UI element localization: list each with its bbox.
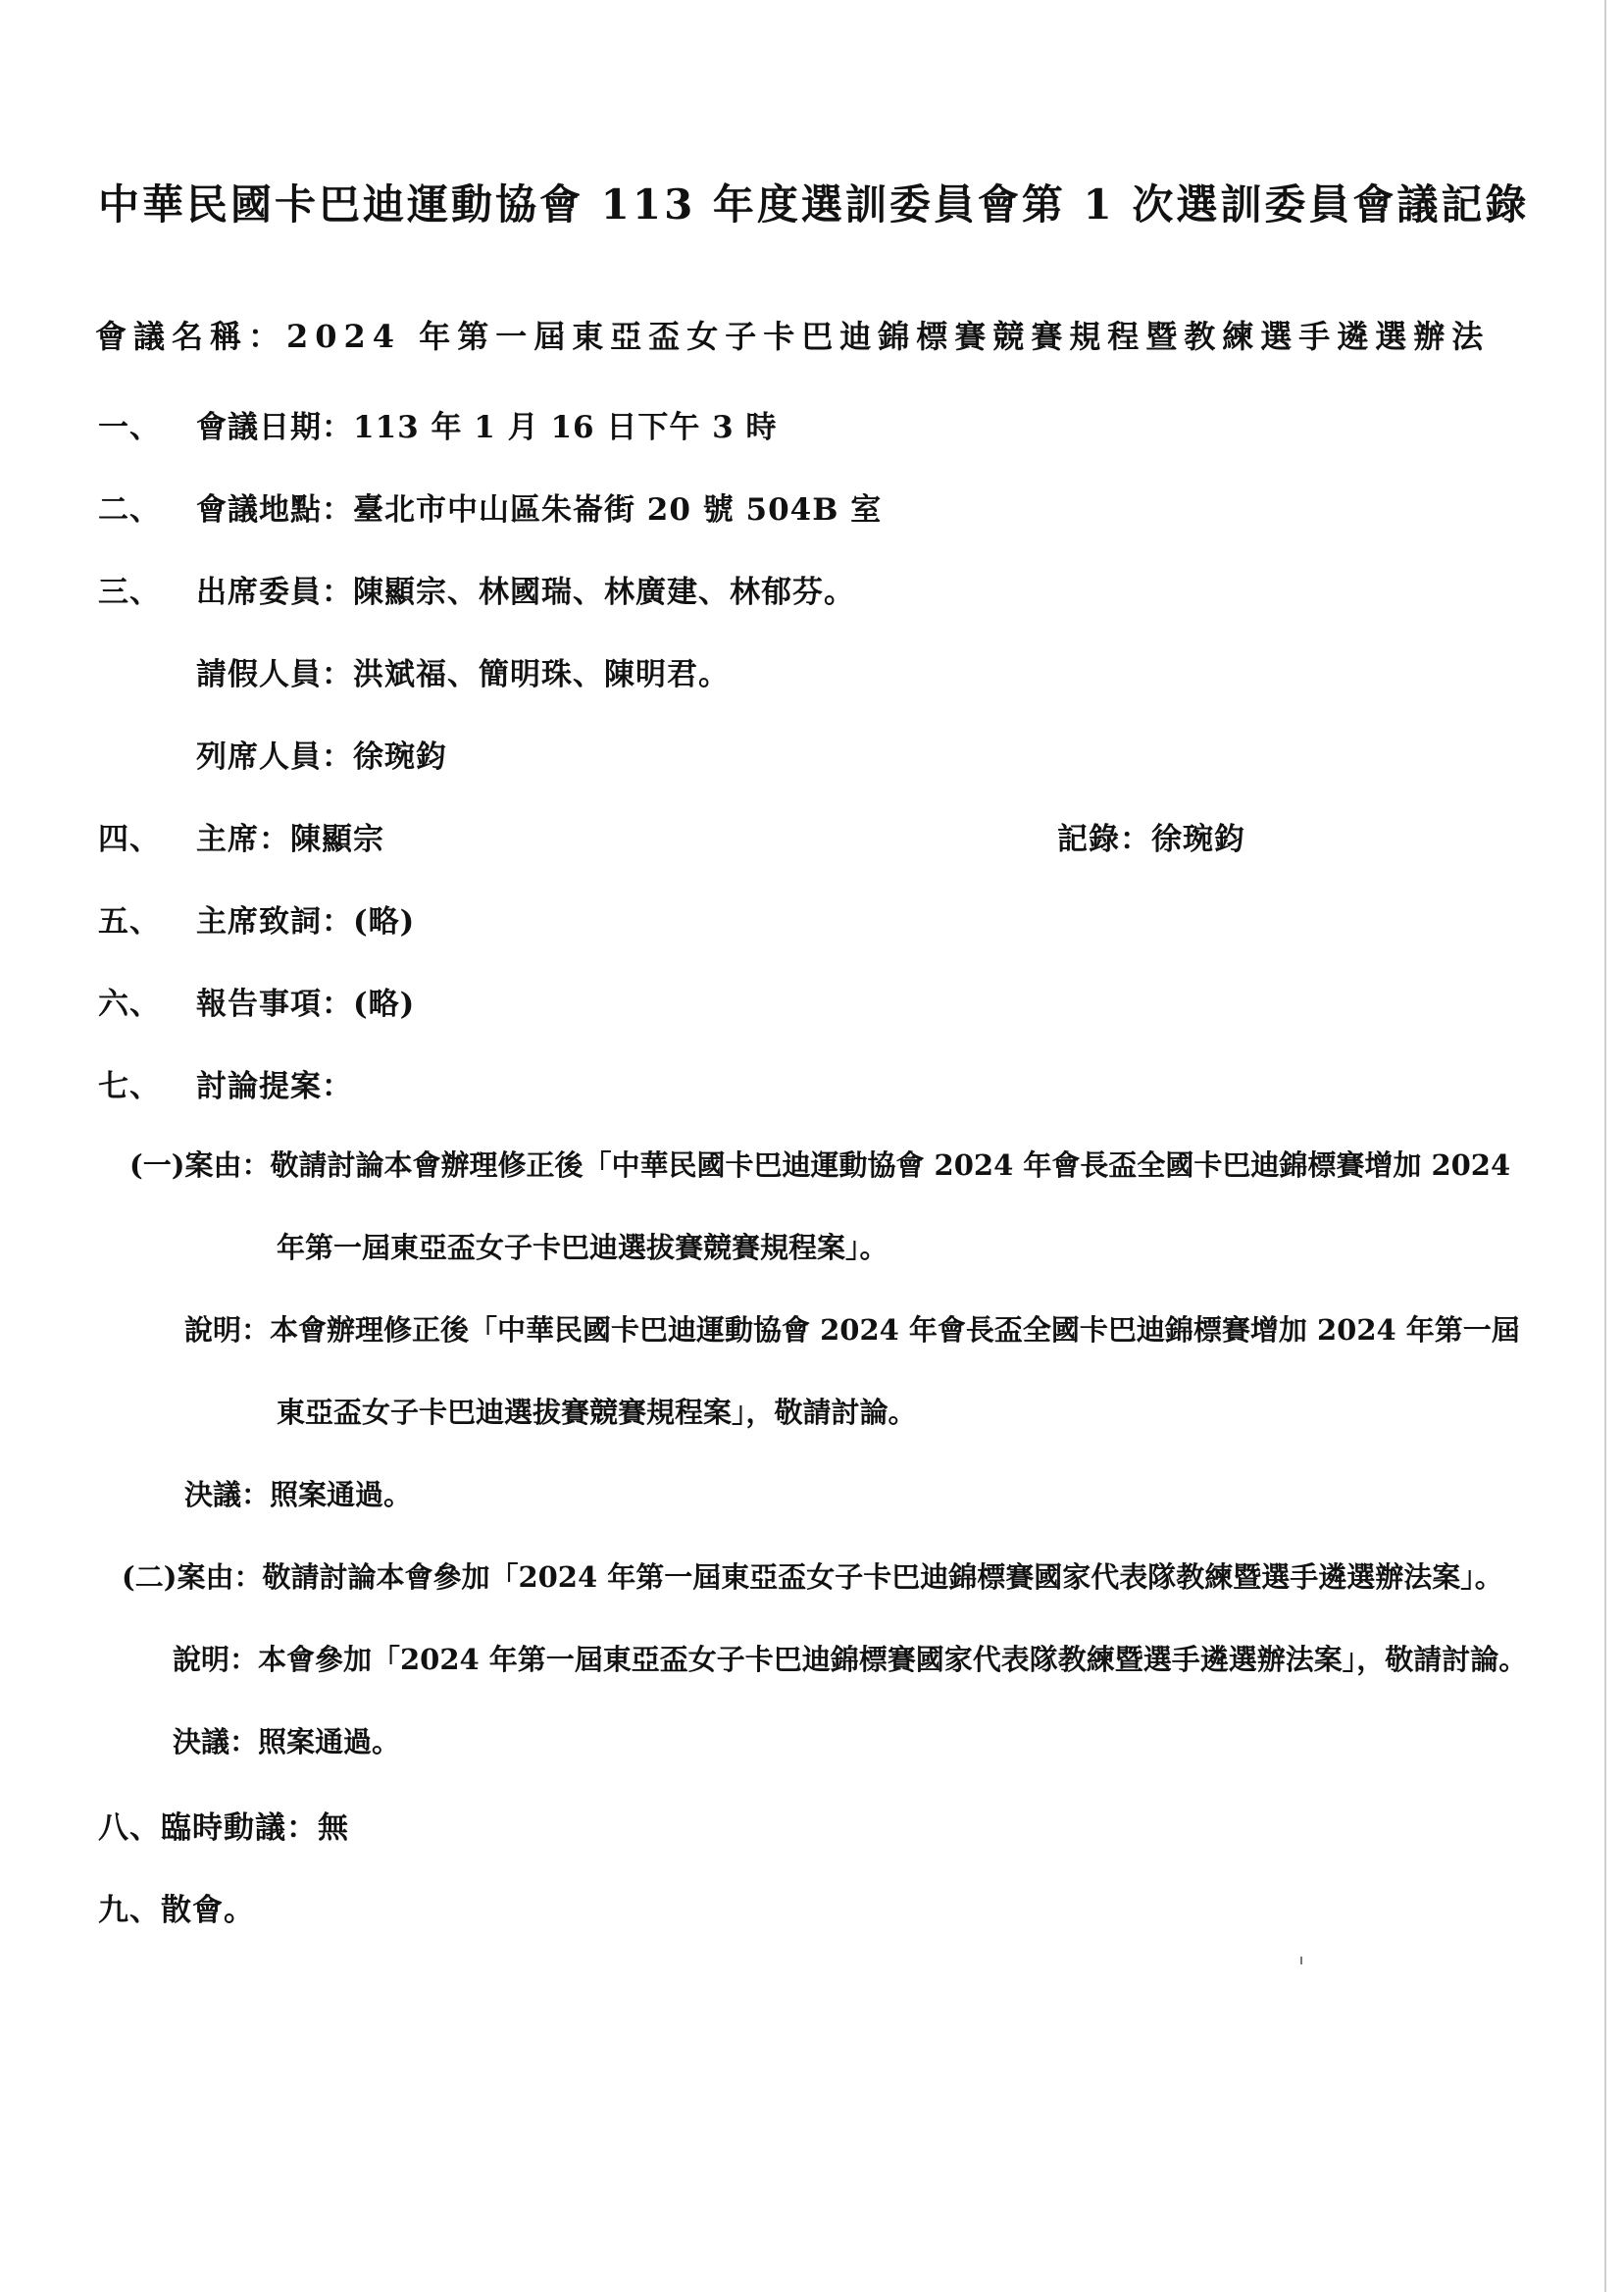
item-extempore-motions: 八、臨時動議：無: [98, 1810, 349, 1846]
scan-speck: [1300, 1957, 1302, 1964]
item-adjourn: 九、散會。: [98, 1893, 255, 1928]
item-number: 三、: [98, 575, 161, 610]
item-report: [98, 979, 415, 1023]
item-text: 會議地點：臺北市中山區朱崙街 20 號 504B 室: [196, 492, 883, 528]
meeting-name: 會議名稱：2024 年第一屆東亞盃女子卡巴迪錦標賽競賽規程暨教練選手遴選辦法: [95, 318, 1491, 355]
item-meeting-location: [98, 484, 882, 529]
proposal-1-resolution: 決議：照案通過。: [184, 1478, 413, 1511]
item-text: 主席致詞：(略): [196, 904, 416, 940]
item-text: 出席委員：陳顯宗、林國瑞、林廣建、林郁芬。: [196, 575, 855, 610]
item-text: 會議日期：113 年 1 月 16 日下午 3 時: [196, 410, 778, 445]
proposal-2-cause-line1: (二)案由：敬請討論本會參加「2024 年第一屆東亞盃女子卡巴迪錦標賽國家代表隊教練暨選手遴選辦法案」。: [122, 1560, 1503, 1594]
item-meeting-date: [98, 402, 778, 446]
item-discussion: [98, 1061, 353, 1105]
item-observers: 列席人員：徐琬鈞: [196, 739, 447, 775]
item-recorder: 記錄：徐琬鈞: [1057, 822, 1245, 857]
proposal-1-cause-line2: 年第一屆東亞盃女子卡巴迪選拔賽競賽規程案」。: [277, 1231, 888, 1264]
item-text: 主席：陳顯宗: [196, 822, 384, 857]
item-number: 七、: [98, 1069, 161, 1104]
item-number: 六、: [98, 987, 161, 1022]
item-text: 討論提案：: [196, 1069, 353, 1104]
document-title: 中華民國卡巴迪運動協會 113 年度選訓委員會第 1 次選訓委員會議記錄: [98, 180, 1530, 229]
proposal-1-note-line2: 東亞盃女子卡巴迪選拔賽競賽規程案」，敬請討論。: [277, 1396, 917, 1429]
item-text: 報告事項：(略): [196, 987, 416, 1022]
item-number: 五、: [98, 904, 161, 940]
proposal-1-cause-line1: (一)案由：敬請討論本會辦理修正後「中華民國卡巴迪運動協會 2024 年會長盃全國卡巴迪錦標賽增加 2024: [129, 1148, 1511, 1182]
proposal-2-note-line1: 說明：本會參加「2024 年第一屆東亞盃女子卡巴迪錦標賽國家代表隊教練暨選手遴選辦法案」，敬請討論。: [173, 1643, 1528, 1676]
item-chair: [98, 814, 384, 858]
item-absent: 請假人員：洪斌福、簡明珠、陳明君。: [196, 657, 730, 692]
scan-edge-line: [1604, 0, 1606, 2292]
proposal-2-resolution: 決議：照案通過。: [173, 1725, 401, 1758]
item-chair-speech: [98, 896, 415, 941]
item-number: 四、: [98, 822, 161, 857]
item-number: 二、: [98, 492, 161, 528]
proposal-1-note-line1: 說明：本會辦理修正後「中華民國卡巴迪運動協會 2024 年會長盃全國卡巴迪錦標賽增加 2024 年第一屆: [184, 1313, 1520, 1347]
item-number: 一、: [98, 410, 161, 445]
item-attendees: [98, 567, 855, 611]
